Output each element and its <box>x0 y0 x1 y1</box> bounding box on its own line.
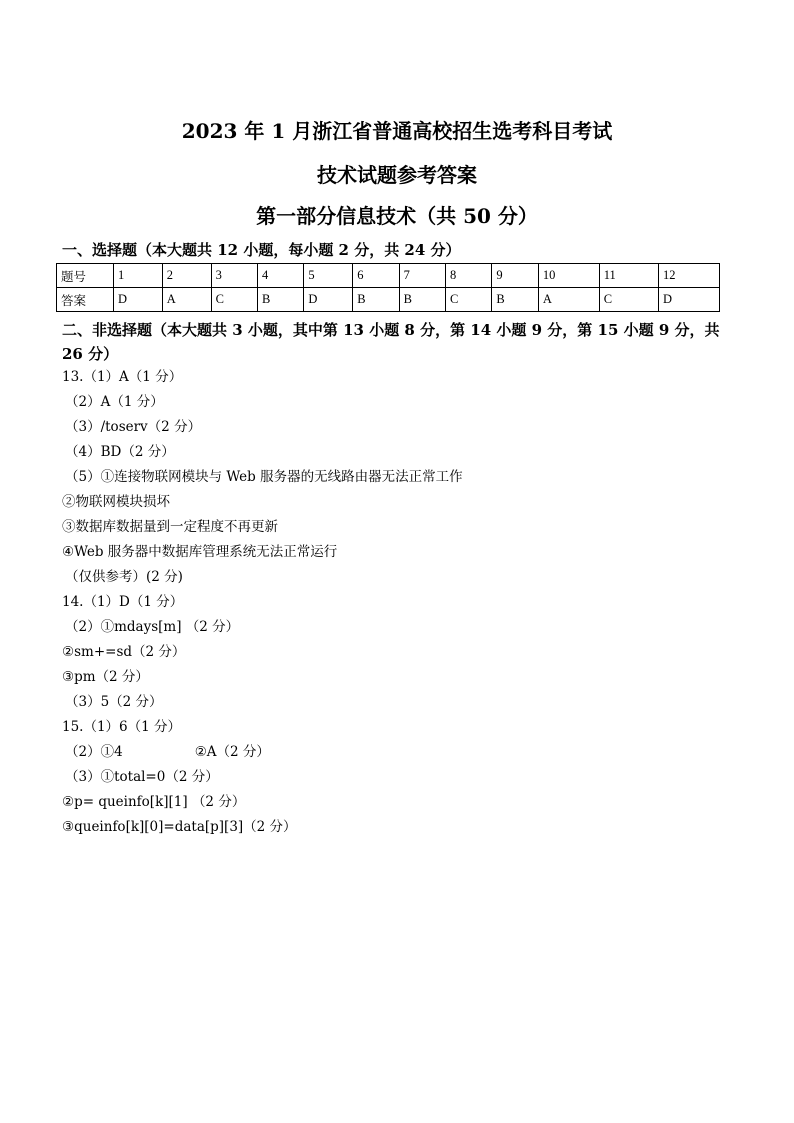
answer-cell: D <box>114 288 163 312</box>
question-number: 8 <box>446 264 492 288</box>
answer-cell: C <box>211 288 257 312</box>
answer-cell: A <box>538 288 599 312</box>
question-number: 1 <box>114 264 163 288</box>
section-2-heading: 二、非选择题（本大题共 3 小题，其中第 13 小题 8 分，第 14 小题 9 分，第 15 小题 9 分，共 26 分） <box>62 321 720 363</box>
answer-cell: D <box>659 288 720 312</box>
question-number: 4 <box>258 264 304 288</box>
answer-line: ②物联网模块损坏 <box>62 494 170 510</box>
question-number: 2 <box>162 264 211 288</box>
answer-line-part: ②A（2 分） <box>194 744 270 760</box>
table-row-answers <box>57 288 720 312</box>
answer-cell: B <box>258 288 304 312</box>
answer-line: 13.（1）A（1 分） <box>62 369 183 385</box>
answer-cell: A <box>162 288 211 312</box>
main-title: 2023 年 1 月浙江省普通高校招生选考科目考试 <box>181 119 613 143</box>
question-number: 11 <box>599 264 658 288</box>
question-number: 7 <box>399 264 445 288</box>
question-number: 9 <box>492 264 538 288</box>
answer-line-part: （2）①4 <box>65 744 123 760</box>
row-header-answer: 答案 <box>57 288 114 312</box>
answer-lines <box>62 365 742 840</box>
answer-line: （4）BD（2 分） <box>65 444 175 460</box>
row-header-number: 题号 <box>57 264 114 288</box>
sub-title: 技术试题参考答案 <box>317 163 477 187</box>
answer-cell: B <box>353 288 399 312</box>
part-title: 第一部分信息技术（共 50 分） <box>256 204 538 228</box>
answer-line: ③pm（2 分） <box>62 669 149 685</box>
answer-line: （3）/toserv（2 分） <box>65 419 202 435</box>
answer-cell: D <box>304 288 353 312</box>
answer-line <box>62 740 742 765</box>
question-number: 10 <box>538 264 599 288</box>
answer-cell: C <box>599 288 658 312</box>
answer-line: ②p= queinfo[k][1] （2 分） <box>62 794 246 810</box>
answer-line: ④Web 服务器中数据库管理系统无法正常运行 <box>62 544 338 560</box>
answer-line: （2）A（1 分） <box>65 394 164 410</box>
answer-line: （3）①total=0（2 分） <box>65 769 219 785</box>
answer-line: ②sm+=sd（2 分） <box>62 644 186 660</box>
answer-table <box>56 263 720 312</box>
answer-line: （仅供参考）(2 分) <box>65 569 183 585</box>
answer-cell: C <box>446 288 492 312</box>
table-row-numbers <box>57 264 720 288</box>
answer-line: ③数据库数据量到一定程度不再更新 <box>62 519 278 535</box>
section-1-heading: 一、选择题（本大题共 12 小题，每小题 2 分，共 24 分） <box>62 241 461 259</box>
answer-line: 15.（1）6（1 分） <box>62 719 182 735</box>
answer-cell: B <box>399 288 445 312</box>
answer-cell: B <box>492 288 538 312</box>
question-number: 5 <box>304 264 353 288</box>
question-number: 6 <box>353 264 399 288</box>
answer-line: （2）①mdays[m] （2 分） <box>65 619 240 635</box>
answer-line: 14.（1）D（1 分） <box>62 594 184 610</box>
answer-line: （5）①连接物联网模块与 Web 服务器的无线路由器无法正常工作 <box>65 469 463 485</box>
question-number: 12 <box>659 264 720 288</box>
answer-line: ③queinfo[k][0]=data[p][3]（2 分） <box>62 819 297 835</box>
answer-line: （3）5（2 分） <box>65 694 163 710</box>
question-number: 3 <box>211 264 257 288</box>
